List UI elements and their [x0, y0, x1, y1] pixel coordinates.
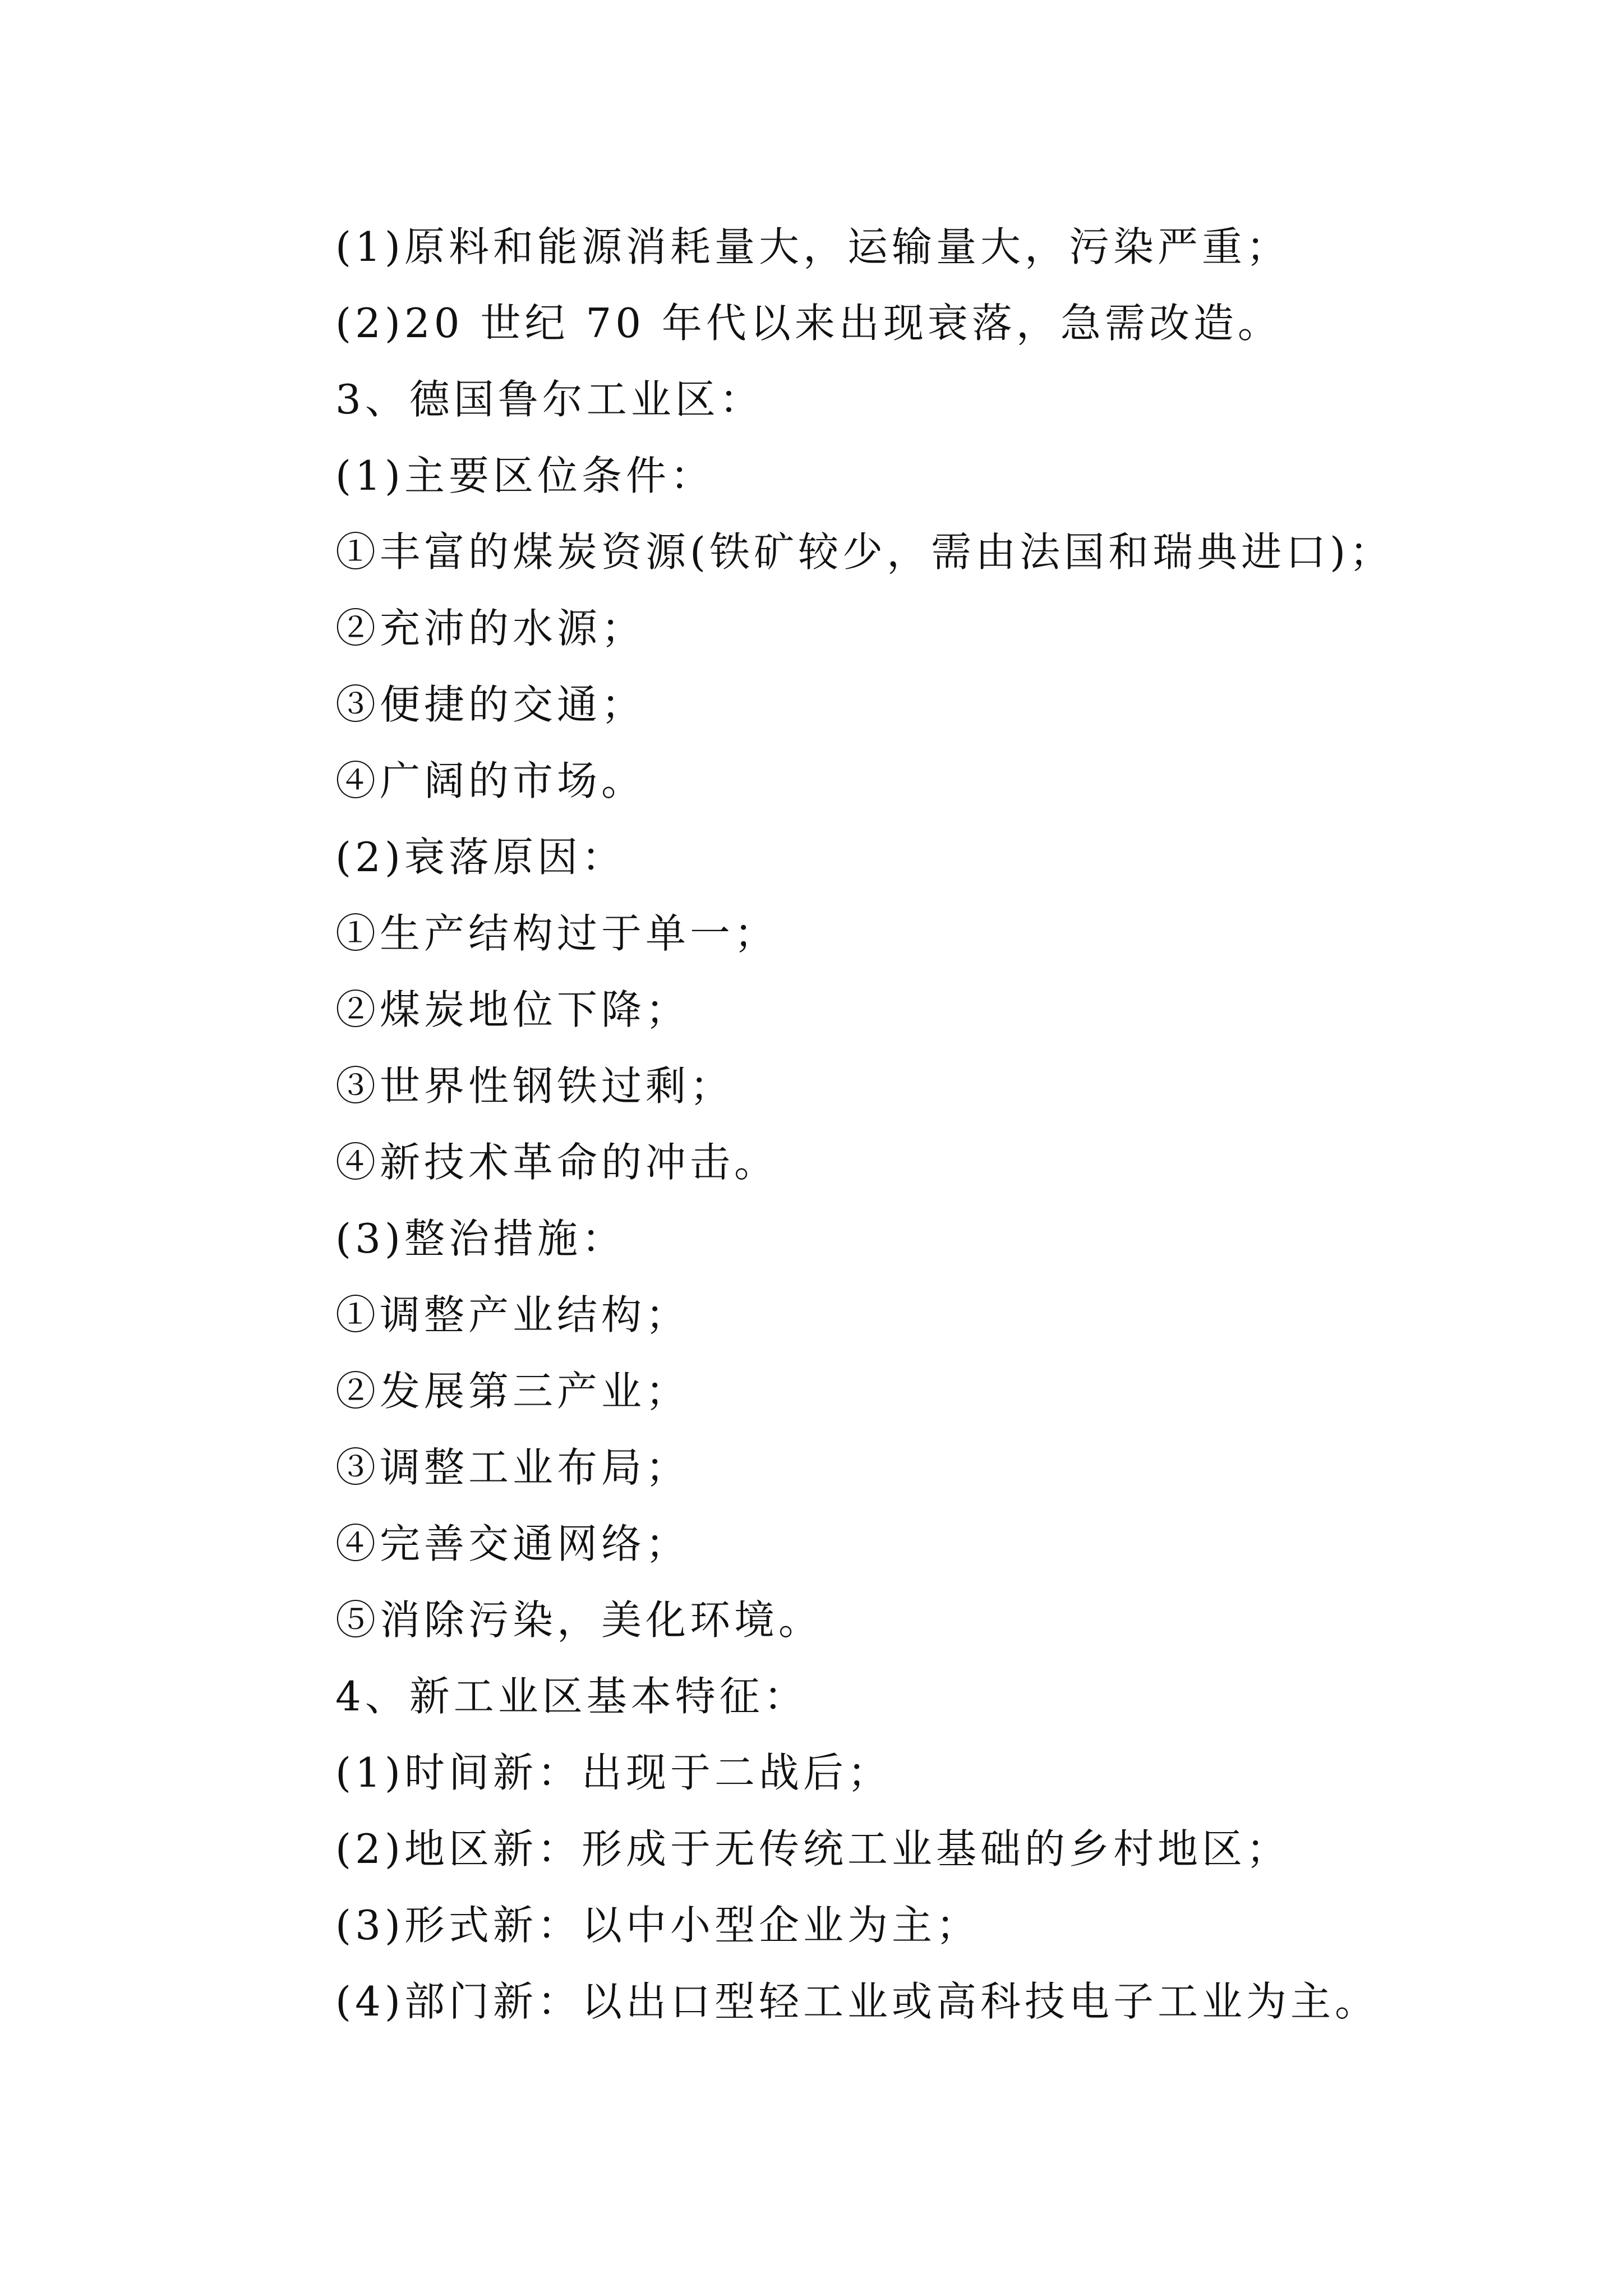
- list-item: ②充沛的水源；: [335, 605, 646, 652]
- list-item: ③便捷的交通；: [335, 681, 646, 728]
- list-item: ⑤消除污染，美化环境。: [335, 1596, 823, 1644]
- list-item: (3)形式新：以中小型企业为主；: [335, 1902, 980, 1949]
- list-item: (4)部门新：以出口型轻工业或高科技电子工业为主。: [335, 1978, 1379, 2025]
- list-item: (2)地区新：形成于无传统工业基础的乡村地区；: [335, 1825, 1290, 1872]
- list-item: ③世界性钢铁过剩；: [335, 1062, 735, 1110]
- list-item: ①丰富的煤炭资源(铁矿较少，需由法国和瑞典进口)；: [335, 528, 1394, 576]
- list-item: ①调整产业结构；: [335, 1291, 690, 1338]
- list-item: ④广阔的市场。: [335, 757, 646, 804]
- section-heading: 4、新工业区基本特征：: [335, 1673, 808, 1720]
- subsection-heading: (2)衰落原因：: [335, 834, 626, 881]
- list-item: ④完善交通网络；: [335, 1520, 690, 1567]
- list-item: ②发展第三产业；: [335, 1368, 690, 1415]
- list-item: ②煤炭地位下降；: [335, 986, 690, 1033]
- subsection-heading: (1)主要区位条件：: [335, 452, 714, 499]
- document-body: [335, 209, 1541, 2040]
- subsection-heading: (3)整治措施：: [335, 1215, 626, 1262]
- list-item: ③调整工业布局；: [335, 1444, 690, 1491]
- list-item: (1)时间新：出现于二战后；: [335, 1749, 892, 1796]
- text-line: (2)20 世纪 70 年代以来出现衰落，急需改造。: [335, 300, 1282, 347]
- text-line: (1)原料和能源消耗量大，运输量大，污染严重；: [335, 223, 1290, 270]
- list-item: ①生产结构过于单一；: [335, 910, 779, 957]
- section-heading: 3、德国鲁尔工业区：: [335, 376, 764, 423]
- list-item: ④新技术革命的冲击。: [335, 1139, 779, 1186]
